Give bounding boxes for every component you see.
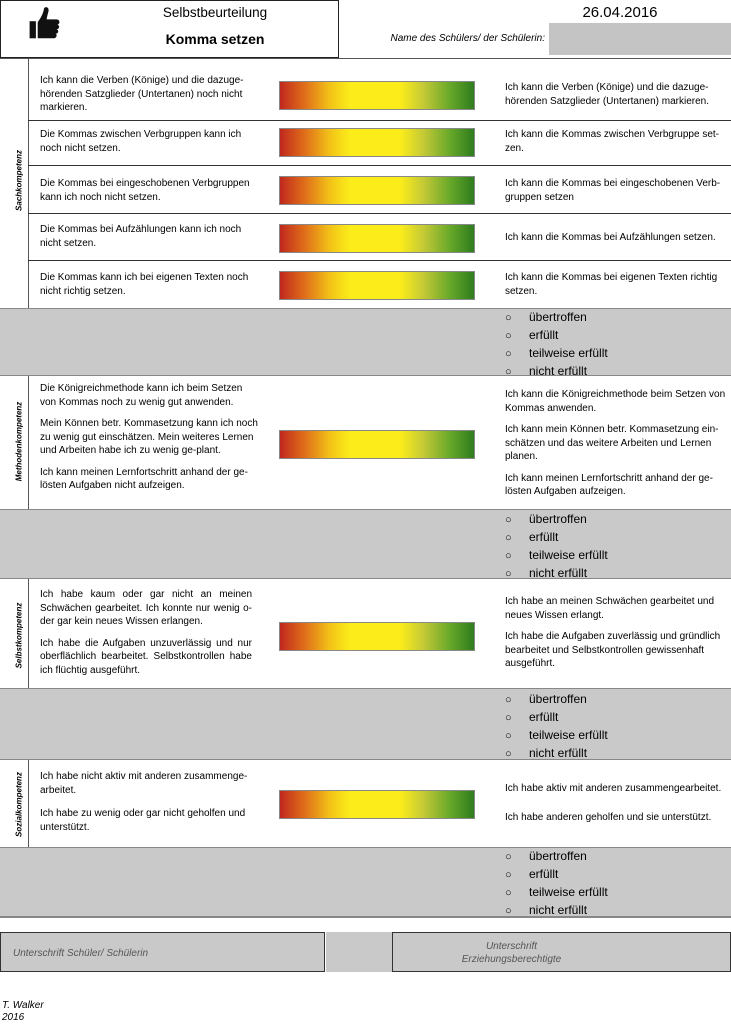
assessment-area bbox=[0, 847, 731, 917]
divider bbox=[0, 917, 731, 918]
assessment-area bbox=[0, 509, 731, 579]
rating-scale-bar[interactable] bbox=[279, 128, 475, 157]
criterion-low: Die Königreichmethode kann ich beim Setzen von Kommas noch zu wenig gut anwenden. bbox=[40, 383, 243, 408]
option-met[interactable]: ○ erfüllt bbox=[505, 327, 608, 345]
rating-scale-bar[interactable] bbox=[279, 430, 475, 459]
radio-circle-icon: ○ bbox=[505, 568, 512, 580]
date: 26.04.2016 bbox=[582, 4, 658, 21]
assessment-area bbox=[0, 308, 731, 376]
row-divider bbox=[28, 120, 731, 121]
student-signature-label: Unterschrift Schüler/ Schülerin bbox=[13, 948, 149, 959]
criterion-low-2: Die Kommas zwischen Verbgruppen kann ich noch nicht setzen. bbox=[40, 129, 242, 154]
rating-scale-bar[interactable] bbox=[279, 271, 475, 300]
option-not-met[interactable]: ○ nicht erfüllt bbox=[505, 363, 608, 381]
criteria-low-methoden bbox=[40, 382, 260, 501]
criterion-high: Ich kann die Königreichmethode beim Setzen von Kommas anwenden. bbox=[505, 389, 726, 414]
criterion-high-4: Ich kann die Kommas bei Aufzählungen setzen. bbox=[505, 232, 716, 243]
criteria-low-selbst bbox=[40, 588, 252, 685]
student-name-field[interactable] bbox=[549, 23, 731, 55]
year: 2016 bbox=[2, 1012, 25, 1023]
radio-circle-icon: ○ bbox=[505, 851, 512, 863]
radio-circle-icon: ○ bbox=[505, 550, 512, 562]
criterion-low: Mein Können betr. Kommasetzung kann ich noch zu wenig gut einschätzen. Mein weiteres Lernen und Arbeiten habe ich zu wenig ge-plant. bbox=[40, 418, 258, 456]
criterion-high: Ich habe anderen geholfen und sie unterstützt. bbox=[505, 811, 712, 823]
criterion-high: Ich habe aktiv mit anderen zusammengearbeitet. bbox=[505, 783, 722, 794]
option-exceeded[interactable]: ○ übertroffen bbox=[505, 691, 608, 709]
criterion-high: Ich kann meinen Lernfortschritt anhand der ge-lösten Aufgaben aufzeigen. bbox=[505, 472, 713, 497]
criterion-low: Ich habe die Aufgaben unzuverlässig und nur oberflächlich bearbeitet. Selbstkontrollen habe ich flüchtig ausgeführt. bbox=[40, 637, 252, 676]
criteria-high-methoden bbox=[505, 388, 727, 507]
radio-circle-icon: ○ bbox=[505, 905, 512, 917]
radio-circle-icon: ○ bbox=[505, 712, 512, 724]
criterion-high-5: Ich kann die Kommas bei eigenen Texten richtig setzen. bbox=[505, 272, 718, 297]
radio-circle-icon: ○ bbox=[505, 330, 512, 342]
criterion-low-3: Die Kommas bei eingeschobenen Verbgruppen kann ich noch nicht setzen. bbox=[40, 178, 250, 203]
option-list bbox=[505, 309, 608, 381]
criterion-high-1: Ich kann die Verben (Könige) und die dazuge-hörenden Satzglieder (Untertanen) markieren. bbox=[505, 82, 709, 107]
radio-circle-icon: ○ bbox=[505, 348, 512, 360]
page-subtitle: Komma setzen bbox=[165, 31, 265, 47]
radio-circle-icon: ○ bbox=[505, 869, 512, 881]
option-partially-met[interactable]: ○ teilweise erfüllt bbox=[505, 345, 608, 363]
section-label-sozialkompetenz: Sozialkompetenz bbox=[14, 772, 24, 837]
page-title: Selbstbeurteilung bbox=[162, 5, 268, 20]
option-met[interactable]: ○ erfüllt bbox=[505, 709, 608, 727]
option-not-met[interactable]: ○ nicht erfüllt bbox=[505, 745, 608, 763]
option-not-met[interactable]: ○ nicht erfüllt bbox=[505, 902, 608, 920]
radio-circle-icon: ○ bbox=[505, 366, 512, 378]
option-partially-met[interactable]: ○ teilweise erfüllt bbox=[505, 547, 608, 565]
radio-circle-icon: ○ bbox=[505, 748, 512, 760]
option-list bbox=[505, 691, 608, 763]
guardian-signature-label: Erziehungsberechtigte bbox=[461, 954, 562, 965]
section-label-sachkompetenz: Sachkompetenz bbox=[14, 150, 24, 211]
rating-scale-bar[interactable] bbox=[279, 81, 475, 110]
criteria-high-selbst bbox=[505, 595, 727, 679]
criterion-high: Ich kann mein Können betr. Kommasetzung ein-schätzen und das weitere Arbeiten und Lernen planen. bbox=[505, 424, 719, 462]
option-exceeded[interactable]: ○ übertroffen bbox=[505, 511, 608, 529]
rating-scale-bar[interactable] bbox=[279, 622, 475, 651]
criteria-low-sozial bbox=[40, 770, 260, 842]
criterion-high-3: Ich kann die Kommas bei eingeschobenen Verb-gruppen setzen bbox=[505, 178, 721, 203]
divider bbox=[0, 58, 731, 59]
criterion-low: Ich habe zu wenig oder gar nicht geholfen und unterstützt. bbox=[40, 808, 246, 833]
option-partially-met[interactable]: ○ teilweise erfüllt bbox=[505, 884, 608, 902]
rating-scale-bar[interactable] bbox=[279, 224, 475, 253]
guardian-signature-field[interactable] bbox=[392, 932, 731, 972]
criterion-low-4: Die Kommas bei Aufzählungen kann ich noch nicht setzen. bbox=[40, 224, 242, 249]
guardian-signature-label: Unterschrift bbox=[485, 941, 538, 952]
section-border bbox=[28, 59, 29, 308]
assessment-area bbox=[0, 688, 731, 760]
option-list bbox=[505, 511, 608, 583]
rating-scale-bar[interactable] bbox=[279, 176, 475, 205]
radio-circle-icon: ○ bbox=[505, 730, 512, 742]
radio-circle-icon: ○ bbox=[505, 887, 512, 899]
criteria-high-sozial bbox=[505, 782, 727, 832]
radio-circle-icon: ○ bbox=[505, 694, 512, 706]
section-label-selbstkompetenz: Selbstkompetenz bbox=[14, 602, 24, 669]
row-divider bbox=[28, 213, 731, 214]
criterion-high: Ich habe die Aufgaben zuverlässig und gründlich bearbeitet und Selbstkontrollen gewissenhaft ausgeführt. bbox=[505, 631, 721, 669]
criterion-low: Ich kann meinen Lernfortschritt anhand der ge-lösten Aufgaben nicht aufzeigen. bbox=[40, 466, 248, 491]
rating-scale-bar[interactable] bbox=[279, 790, 475, 819]
criterion-high: Ich habe an meinen Schwächen gearbeitet und neues Wissen erlangt. bbox=[505, 596, 715, 621]
author: T. Walker bbox=[2, 1000, 44, 1011]
option-partially-met[interactable]: ○ teilweise erfüllt bbox=[505, 727, 608, 745]
option-list bbox=[505, 848, 608, 920]
radio-circle-icon: ○ bbox=[505, 514, 512, 526]
option-met[interactable]: ○ erfüllt bbox=[505, 529, 608, 547]
thumbs-up-icon bbox=[26, 5, 62, 41]
section-border bbox=[28, 376, 29, 509]
section-label-methodenkompetenz: Methodenkompetenz bbox=[14, 401, 24, 482]
student-signature-field[interactable] bbox=[0, 932, 325, 972]
criterion-low: Ich habe nicht aktiv mit anderen zusammenge-arbeitet. bbox=[40, 771, 248, 796]
criterion-low-5: Die Kommas kann ich bei eigenen Texten noch nicht richtig setzen. bbox=[40, 272, 249, 297]
option-not-met[interactable]: ○ nicht erfüllt bbox=[505, 565, 608, 583]
student-name-label: Name des Schülers/ der Schülerin: bbox=[390, 33, 545, 44]
section-border bbox=[28, 579, 29, 688]
option-exceeded[interactable]: ○ übertroffen bbox=[505, 309, 608, 327]
radio-circle-icon: ○ bbox=[505, 532, 512, 544]
row-divider bbox=[28, 260, 731, 261]
option-exceeded[interactable]: ○ übertroffen bbox=[505, 848, 608, 866]
criterion-low-1: Ich kann die Verben (Könige) und die dazuge-hörenden Satzglieder (Untertanen) noch nicht markieren. bbox=[40, 75, 244, 113]
option-met[interactable]: ○ erfüllt bbox=[505, 866, 608, 884]
section-border bbox=[28, 760, 29, 847]
radio-circle-icon: ○ bbox=[505, 312, 512, 324]
criterion-low: Ich habe kaum oder gar nicht an meinen Schwächen gearbeitet. Ich konnte nur wenig o-der gar kein neues Wissen erlangen. bbox=[40, 589, 252, 627]
criterion-high-2: Ich kann die Kommas zwischen Verbgruppe set-zen. bbox=[505, 129, 719, 154]
signature-spacer bbox=[326, 932, 392, 972]
row-divider bbox=[28, 165, 731, 166]
